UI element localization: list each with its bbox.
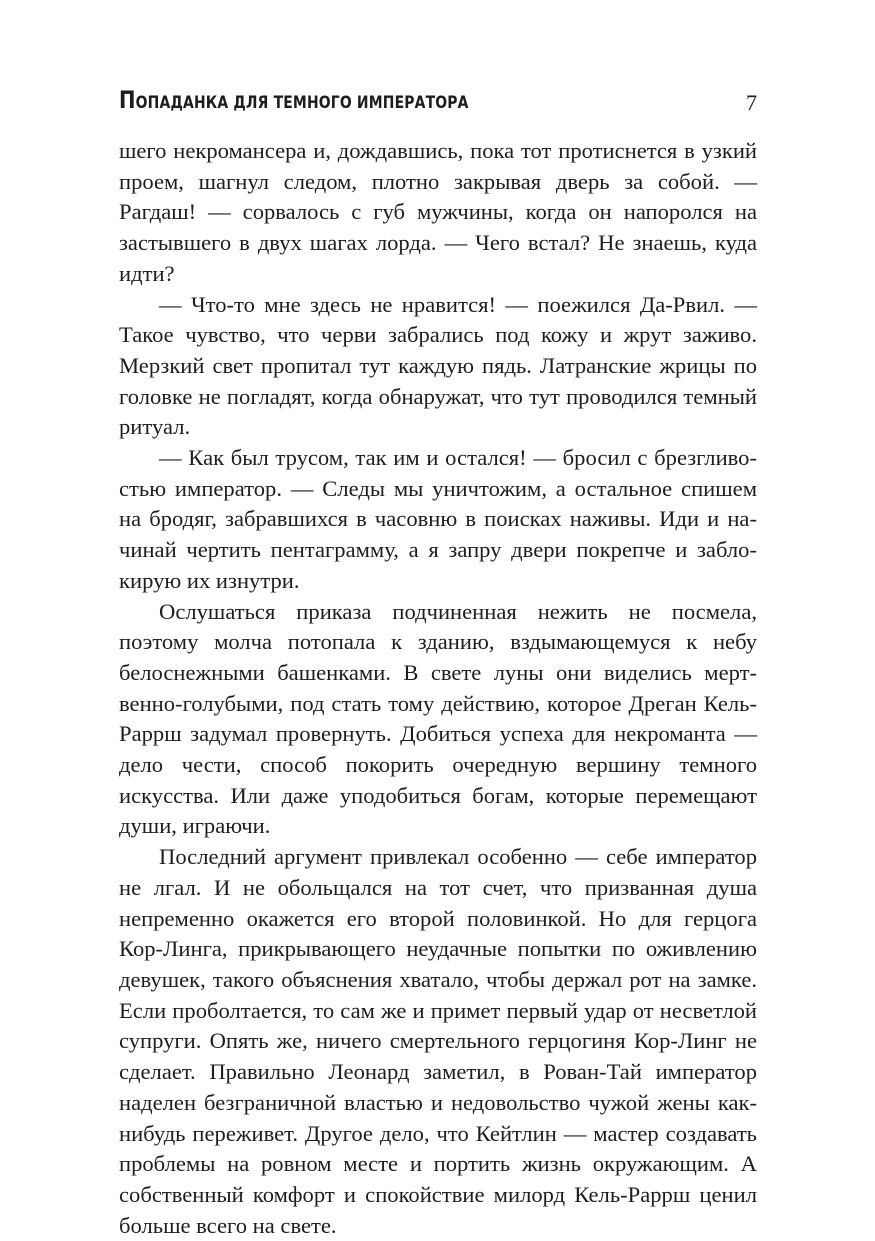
book-title <box>119 88 469 113</box>
paragraph-3: — Как был трусом, так им и остался! — бросил с брезгливостью император. — Следы мы уничтожим, а остальное спишем на бродяг, забравшихся в часовню в поисках наживы. Иди и начинай чертить пентаграмму, а я запру двери покрепче и заблокирую их изнутри. <box>119 445 757 593</box>
paragraph-5: Последний аргумент привлекал особенно — себе император не лгал. И не обольщался на тот счет, что призванная душа непременно окажется его второй половинкой. Но для герцога Кор-Линга, прикрывающего неудачные попытки по оживлению девушек, такого объяснения хватало, чтобы держал рот на замке. Если проболтается, то сам же и примет первый удар от несветлой супруги. Опять же, ничего смертельного герцогиня Кор-Линг не сделает. Правильно Леонард заметил, в Рован-Тай император наделен безграничной властью и недовольство чужой жены как-нибудь переживет. Другое дело, что Кейтлин — мастер создавать проблемы на ровном месте и портить жизнь окружающим. А собственный комфорт и спокойствие милорд Кель-Раррш ценил больше всего на свете. <box>119 844 757 1238</box>
running-header <box>119 86 757 120</box>
paragraph-1: шего некромансера и, дождавшись, пока тот протиснется в узкий проем, шагнул следом, плотно закрывая дверь за собой. — Рагдаш! — сорвалось с губ мужчины, когда он напоролся на застывшего в двух шагах лорда. — Чего встал? Не знаешь, куда идти? <box>119 138 757 286</box>
book-title-rest: ОПАДАНКА ДЛЯ ТЕМНОГО ИМПЕРАТОРА <box>135 93 469 113</box>
book-title-initial: П <box>119 86 136 114</box>
page-number: 7 <box>746 90 757 115</box>
paragraph-4: Ослушаться приказа подчиненная нежить не посмела, поэтому молча потопала к зданию, вздымающемуся к небу белоснежными башенками. В свете луны они виделись мертвенно-голубыми, под стать тому действию, которое Дреган Кель-Раррш задумал провернуть. Добиться успеха для некроманта — дело чести, способ покорить очередную вершину темного искусства. Или даже уподобиться богам, которые перемещают души, играючи. <box>119 598 757 839</box>
body-text <box>119 136 757 1241</box>
paragraph-2: — Что-то мне здесь не нравится! — поежился Да-Рвил. — Такое чувство, что черви забрались под кожу и жрут заживо. Мерзкий свет пропитал тут каждую пядь. Латранские жрицы по головке не погладят, когда обнаружат, что тут проводился темный ритуал. <box>119 291 757 440</box>
